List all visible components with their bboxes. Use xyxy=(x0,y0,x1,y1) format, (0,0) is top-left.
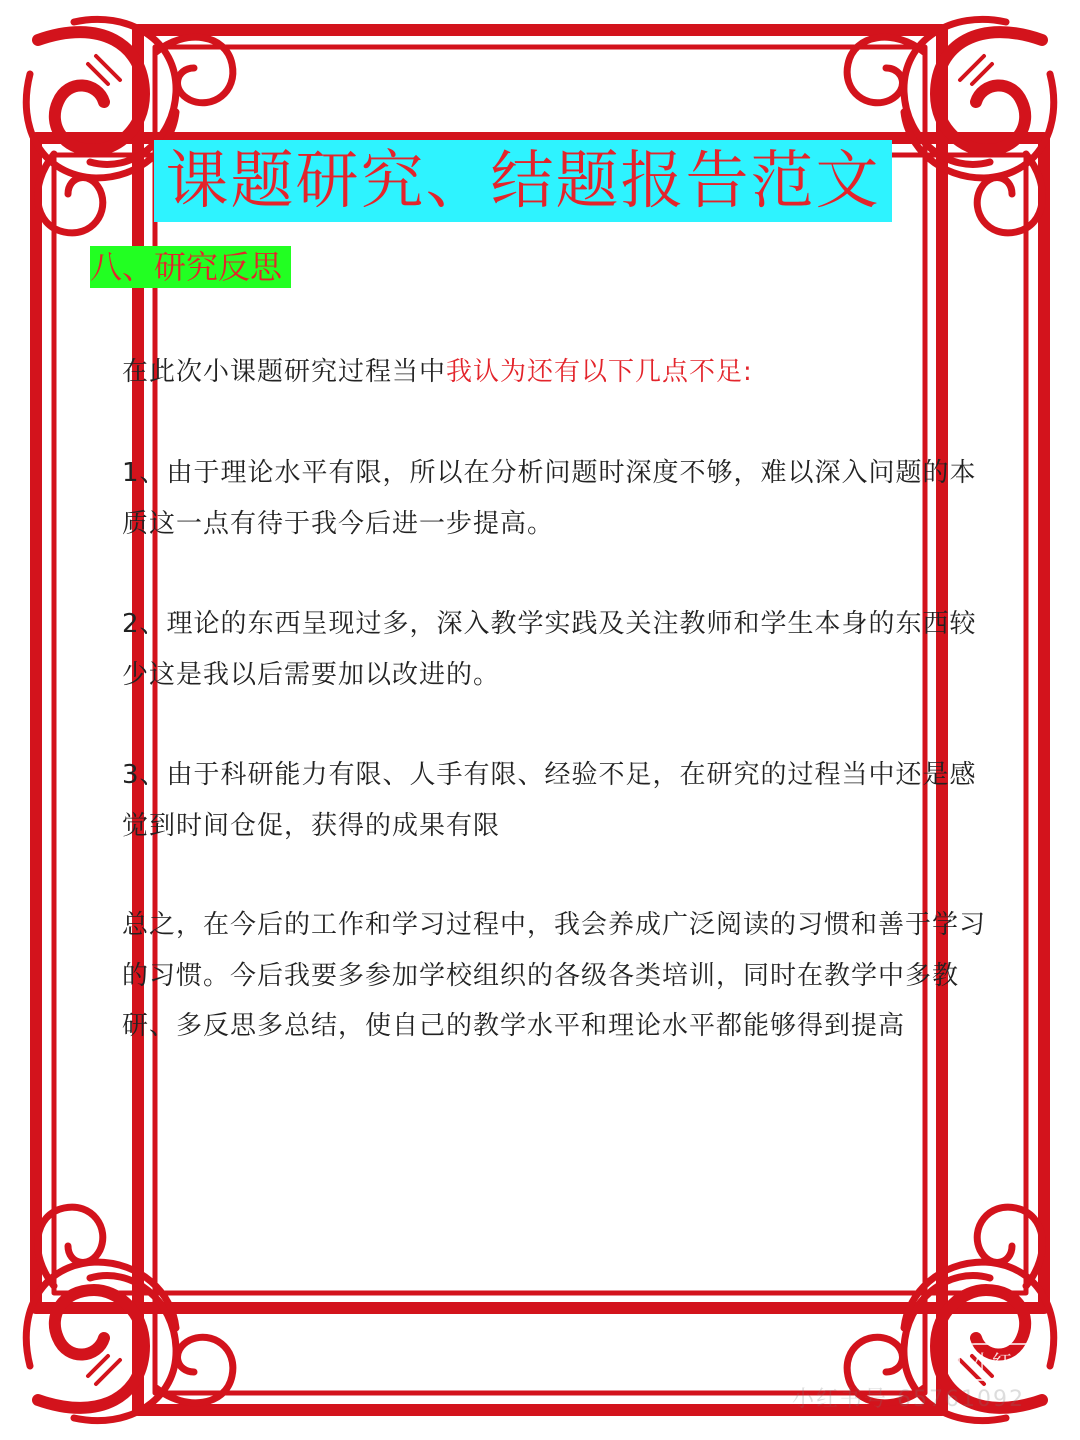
point-2-paragraph xyxy=(90,599,997,700)
point-2-text: 2、理论的东西呈现过多，深入教学实践及关注教师和学生本身的东西较少这是我以后需要加以改进的。 xyxy=(122,609,977,690)
conclusion-text: 总之，在今后的工作和学习过程中，我会养成广泛阅读的习惯和善于学习的习惯。今后我要多参加学校组织的各级各类培训，同时在教学中多教研、多反思多总结，使自己的教学水平和理论水平都能够得到提高 xyxy=(122,910,987,1041)
section-heading-banner xyxy=(90,246,291,288)
point-3-paragraph xyxy=(90,750,997,851)
point-3-text: 3、由于科研能力有限、人手有限、经验不足，在研究的过程当中还是感觉到时间仓促，获得的成果有限 xyxy=(122,760,977,841)
section-heading: 八、研究反思 xyxy=(90,248,283,286)
point-1-text: 1、由于理论水平有限，所以在分析问题时深度不够，难以深入问题的本质这一点有待于我今后进一步提高。 xyxy=(122,458,977,539)
intro-paragraph xyxy=(90,347,997,398)
conclusion-paragraph xyxy=(90,900,997,1052)
point-1-paragraph xyxy=(90,448,997,549)
intro-highlight: 我认为还有以下几点不足: xyxy=(446,357,753,387)
watermark-logo: 小红书 xyxy=(958,1343,1046,1381)
page-title: 课题研究、结题报告范文 xyxy=(165,144,881,217)
title-banner xyxy=(154,140,892,222)
intro-text: 在此次小课题研究过程当中 xyxy=(122,357,447,387)
watermark-text: 小红书号 65761092 xyxy=(792,1387,1025,1412)
